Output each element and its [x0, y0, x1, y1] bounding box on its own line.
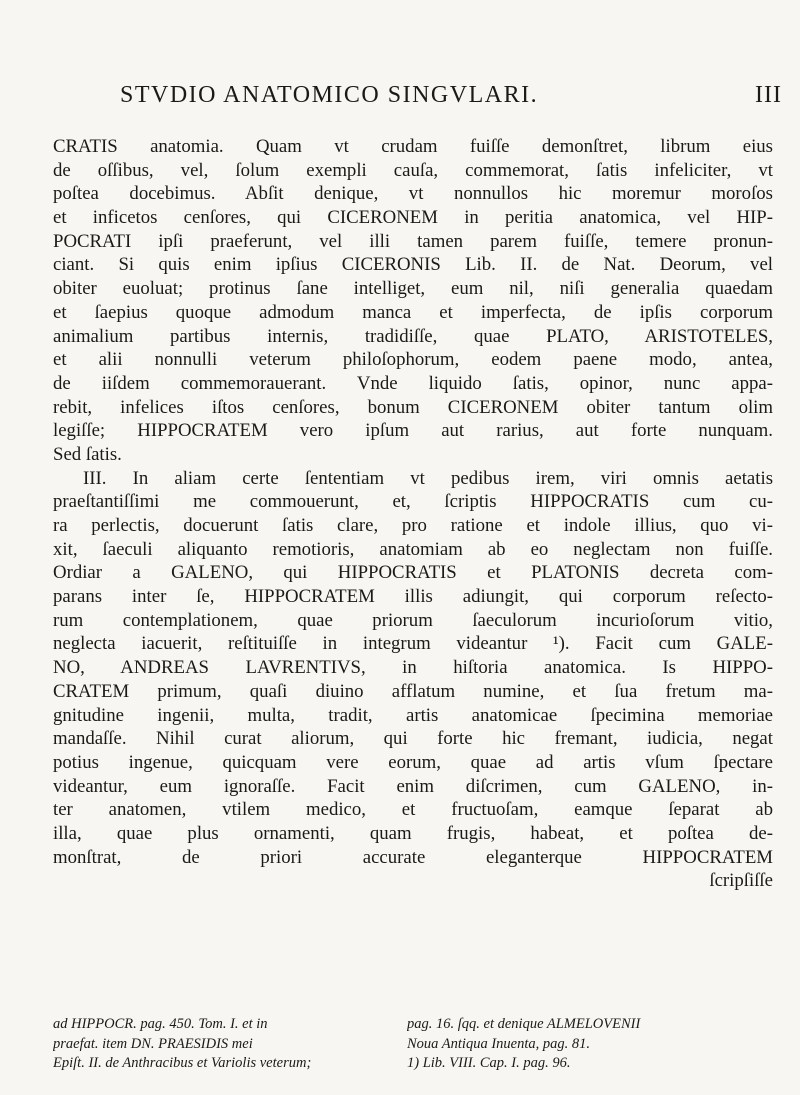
footnotes: [53, 1015, 773, 1074]
text-line: praeſtantiſſimi me commouerunt, et, ſcriptis HIPPOCRATIS cum cu-: [53, 491, 773, 513]
catchword: ſcripſiſſe: [709, 870, 773, 892]
running-title: STVDIO ANATOMICO SINGVLARI.: [120, 82, 539, 108]
text-line: mandaſſe. Nihil curat aliorum, qui forte hic fremant, iudicia, negat: [53, 728, 773, 750]
text-line: CRATEM primum, quaſi diuino afflatum numine, et ſua fretum ma-: [53, 680, 773, 702]
body-text: [53, 135, 773, 893]
footnote-line: ad HIPPOCR. pag. 450. Tom. I. et in: [53, 1016, 268, 1032]
text-line: de iiſdem commemorauerant. Vnde liquido ſatis, opinor, nunc appa-: [53, 372, 773, 394]
text-line: xit, ſaeculi aliquanto remotioris, anatomiam ab eo neglectam non fuiſſe.: [53, 538, 773, 560]
text-line: Sed ſatis.: [53, 443, 122, 465]
text-line: CRATIS anatomia. Quam vt crudam fuiſſe demonſtret, librum eius: [53, 136, 773, 157]
text-line: ciant. Si quis enim ipſius CICERONIS Lib. II. de Nat. Deorum, vel: [53, 254, 773, 276]
text-line: et ſaepius quoque admodum manca et imperfecta, de ipſis corporum: [53, 301, 773, 323]
text-line: et inficetos cenſores, qui CICERONEM in peritia anatomica, vel HIP-: [53, 207, 773, 229]
text-line: POCRATI ipſi praeferunt, vel illi tamen parem fuiſſe, temere pronun-: [53, 230, 773, 252]
text-line: obiter euoluat; protinus ſane intelliget, eum nil, niſi generalia quaedam: [53, 278, 773, 300]
footnotes-right-column: [407, 1015, 767, 1074]
text-line: et alii nonnulli veterum philoſophorum, eodem paene modo, antea,: [53, 349, 773, 371]
text-line: parans inter ſe, HIPPOCRATEM illis adiungit, qui corporum reſecto-: [53, 586, 773, 608]
text-line: potius ingenue, quicquam vere eorum, quae ad artis vſum ſpectare: [53, 751, 773, 773]
text-line: Ordiar a GALENO, qui HIPPOCRATIS et PLATONIS decreta com-: [53, 562, 773, 584]
text-line: animalium partibus internis, tradidiſſe, quae PLATO, ARISTOTELES,: [53, 325, 773, 347]
text-line: monſtrat, de priori accurate eleganterque HIPPOCRATEM: [53, 846, 773, 868]
text-line: gnitudine ingenii, multa, tradit, artis anatomicae ſpecimina memoriae: [53, 704, 773, 726]
text-line: poſtea docebimus. Abſit denique, vt nonnullos hic moremur moroſos: [53, 183, 773, 205]
footnote-line: 1) Lib. VIII. Cap. I. pag. 96.: [407, 1055, 571, 1071]
footnotes-left-column: [53, 1015, 403, 1074]
footnote-line: Epiſt. II. de Anthracibus et Variolis veterum;: [53, 1055, 312, 1071]
text-line: videantur, eum ignoraſſe. Facit enim diſcrimen, cum GALENO, in-: [53, 775, 773, 797]
footnote-line: pag. 16. ſqq. et denique ALMELOVENII: [407, 1016, 641, 1032]
page-number: III: [755, 82, 782, 108]
footnote-line: Noua Antiqua Inuenta, pag. 81.: [407, 1035, 590, 1052]
text-line: rum contemplationem, quae priorum ſaeculorum incurioſorum vitio,: [53, 609, 773, 631]
text-line: de oſſibus, vel, ſolum exempli cauſa, commemorat, ſatis infeliciter, vt: [53, 159, 773, 181]
text-line: rebit, infelices iſtos cenſores, bonum CICERONEM obiter tantum olim: [53, 396, 773, 418]
text-line: illa, quae plus ornamenti, quam frugis, habeat, et poſtea de-: [53, 822, 773, 844]
footnote-line: praefat. item DN. PRAESIDIS mei: [53, 1035, 253, 1052]
text-line: neglecta iacuerit, reſtituiſſe in integrum videantur ¹). Facit cum GALE-: [53, 633, 773, 655]
text-line: NO, ANDREAS LAVRENTIVS, in hiſtoria anatomica. Is HIPPO-: [53, 657, 773, 679]
section-start-line: III. In aliam certe ſententiam vt pedibus irem, viri omnis aetatis: [83, 467, 773, 489]
running-head: [110, 82, 790, 122]
text-line: ra perlectis, docuerunt ſatis clare, pro ratione et indole illius, quo vi-: [53, 515, 773, 536]
text-line: ter anatomen, vtilem medico, et fructuoſam, eamque ſeparat ab: [53, 799, 773, 821]
text-line: legiſſe; HIPPOCRATEM vero ipſum aut rarius, aut forte nunquam.: [53, 420, 773, 442]
